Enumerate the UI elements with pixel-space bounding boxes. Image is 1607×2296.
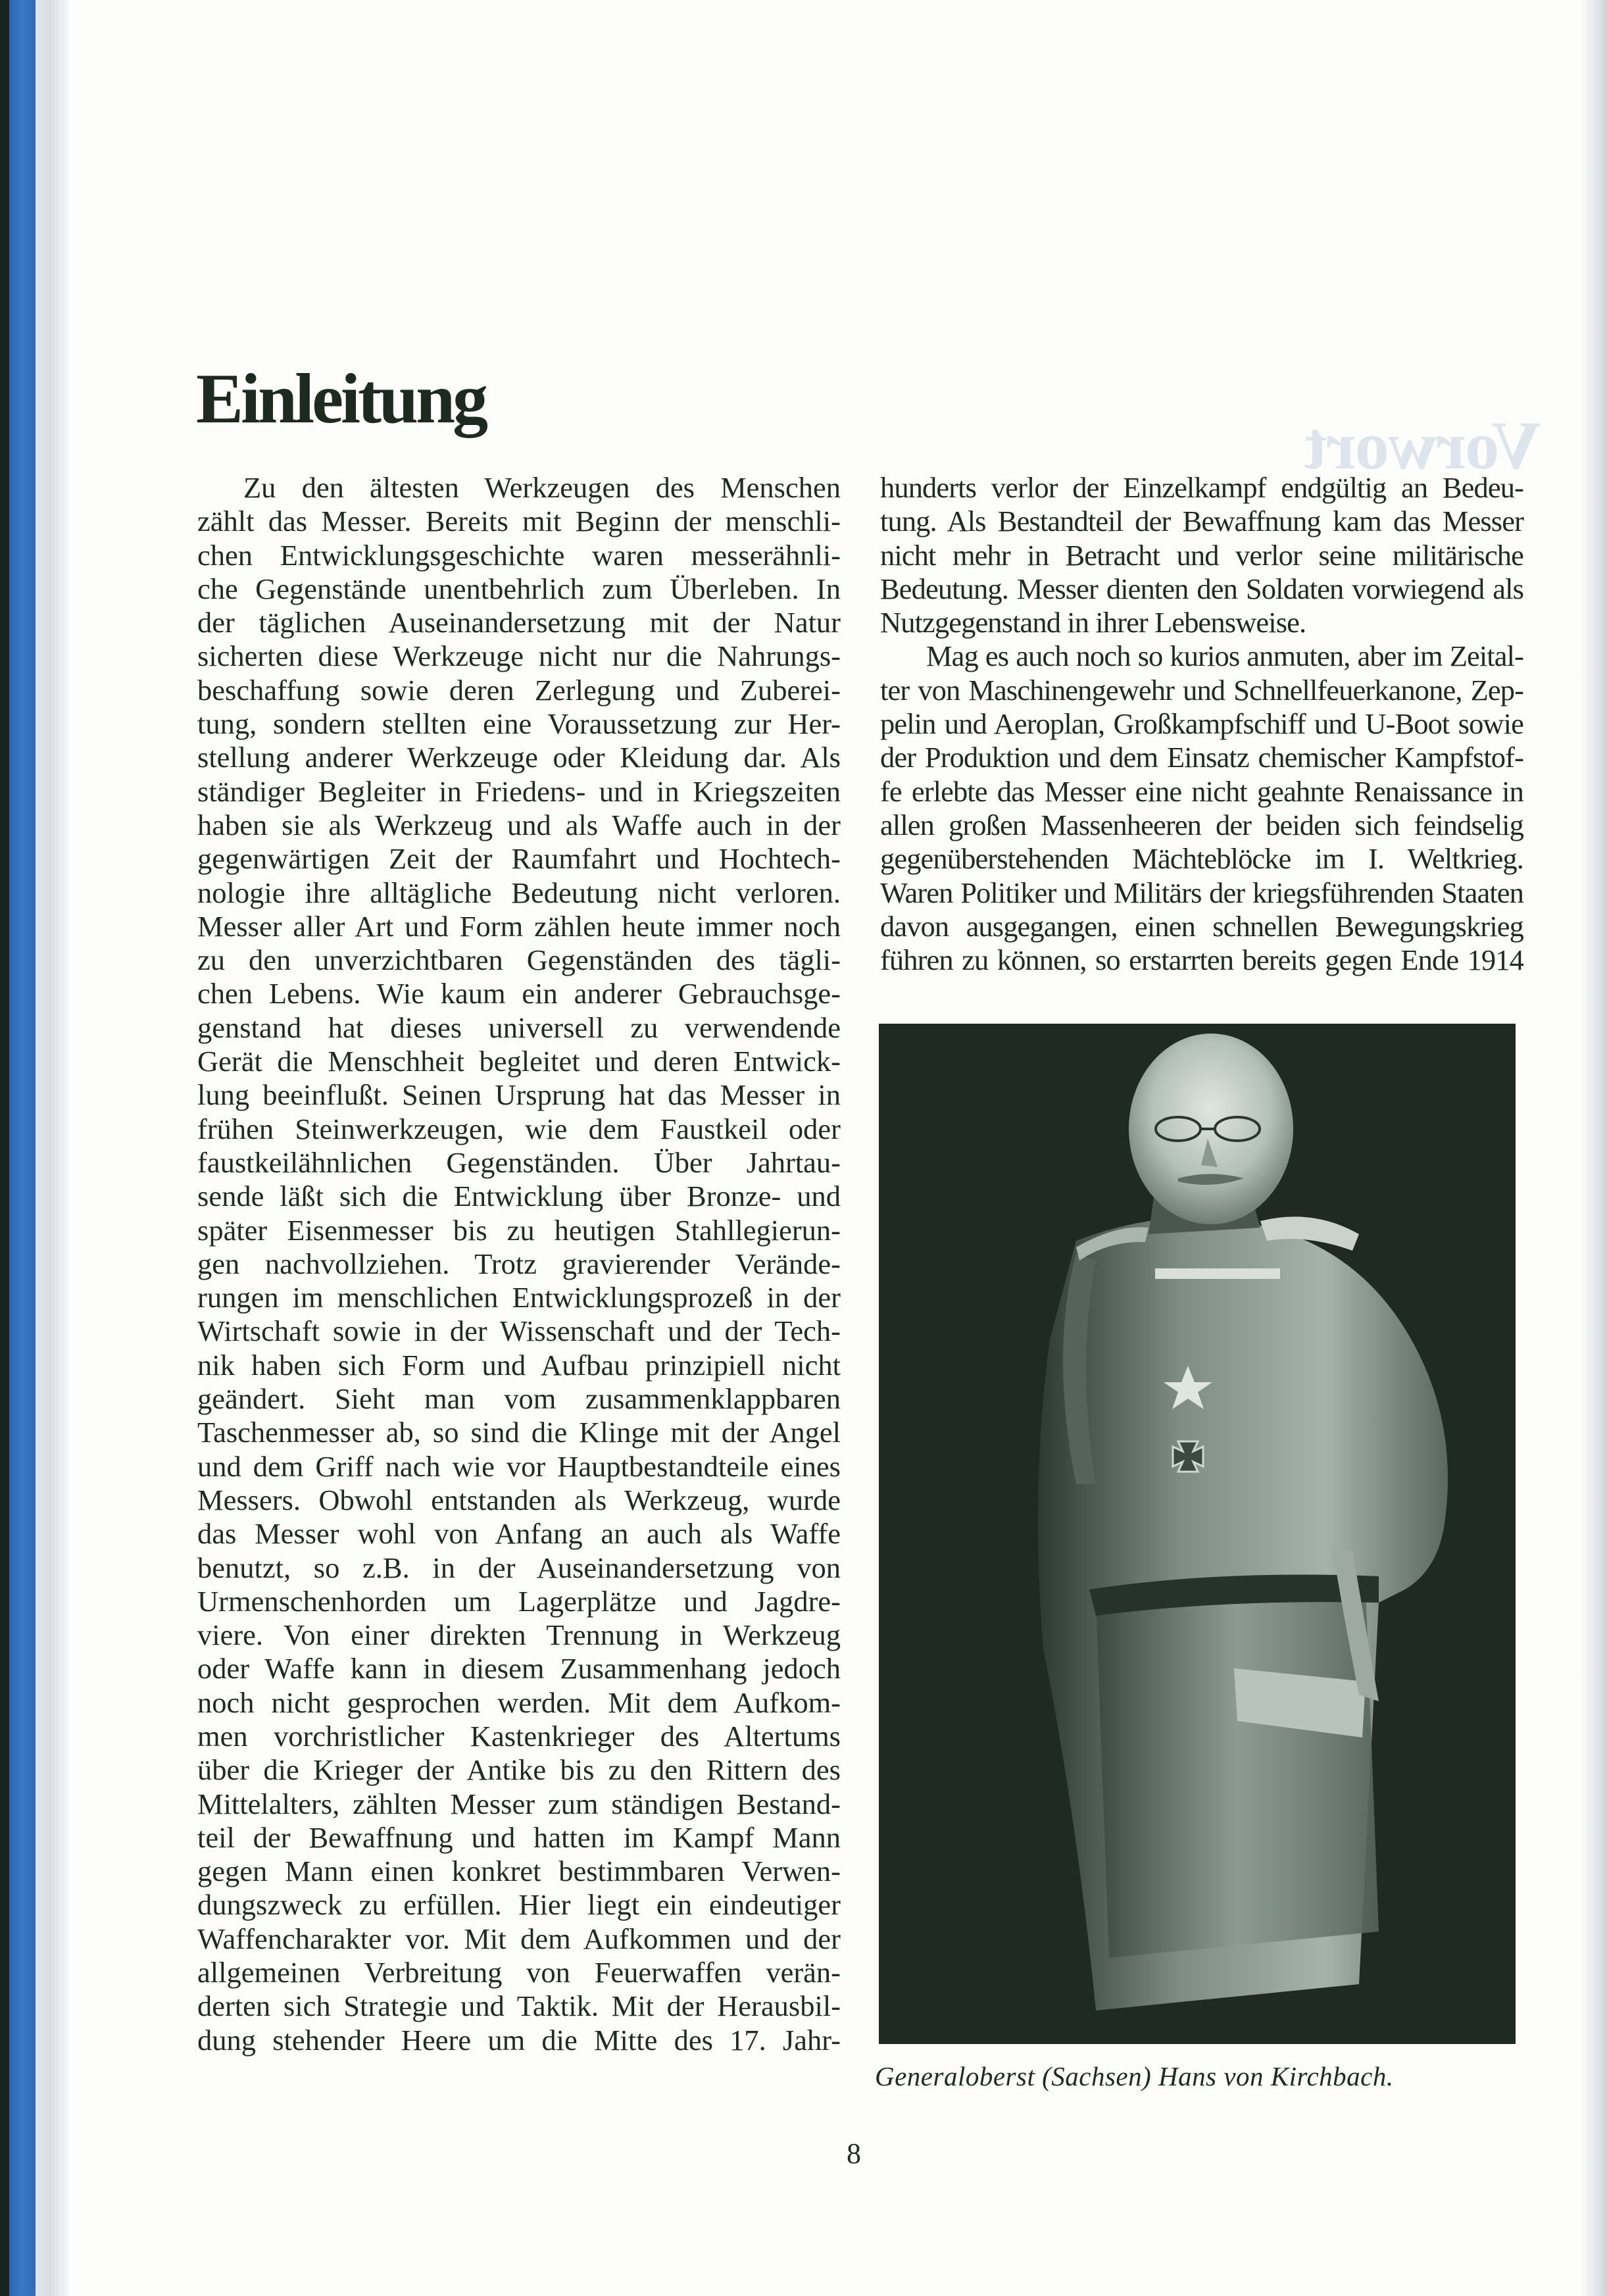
text-line: haben sie als Werkzeug und als Waffe auch in der (197, 808, 841, 841)
text-line: Taschenmesser ab, so sind die Klinge mit der Angel (197, 1416, 841, 1449)
text-line: allen großen Massenheeren der beiden sich feindselig (880, 808, 1523, 841)
right-column (880, 471, 1523, 977)
text-line: und dem Griff nach wie vor Hauptbestandteile eines (197, 1449, 841, 1483)
text-line: Messers. Obwohl entstanden als Werkzeug, wurde (197, 1483, 841, 1516)
text-line: che Gegenstände unentbehrlich zum Überleben. In (197, 572, 841, 605)
text-line: tung, sondern stellten eine Voraussetzung zur Her- (197, 707, 841, 741)
text-line: Urmenschenhorden um Lagerplätze und Jagdre- (197, 1584, 841, 1618)
text-line: Mag es auch noch so kurios anmuten, aber im Zeital- (926, 639, 1523, 673)
binding-dark-edge (0, 0, 9, 2296)
bleed-through-title: Vorwort (1306, 408, 1541, 484)
figure-caption: Generaloberst (Sachsen) Hans von Kirchbach. (875, 2061, 1394, 2091)
text-line: oder Waffe kann in diesem Zusammenhang jedoch (197, 1652, 841, 1685)
text-line: hunderts verlor der Einzelkampf endgültig an Bedeu- (880, 471, 1523, 504)
text-line: noch nicht gesprochen werden. Mit dem Aufkom- (197, 1685, 841, 1719)
text-line: pelin und Aeroplan, Großkampfschiff und U-Boot sowie (880, 707, 1523, 741)
text-line: nik haben sich Form und Aufbau prinzipiell nicht (197, 1348, 841, 1382)
text-line: men vorchristlicher Kastenkrieger des Altertums (197, 1719, 841, 1753)
text-line: zählt das Messer. Bereits mit Beginn der menschli- (197, 505, 841, 538)
text-line: Zu den ältesten Werkzeugen des Menschen (243, 471, 841, 504)
medal-bar (1155, 1268, 1280, 1279)
text-line: chen Lebens. Wie kaum ein anderer Gebrauchsge- (197, 977, 841, 1011)
text-line: allgemeinen Verbreitung von Feuerwaffen verän- (197, 1956, 841, 1989)
text-line: genstand hat dieses universell zu verwendende (197, 1011, 841, 1044)
text-line: teil der Bewaffnung und hatten im Kampf Mann (197, 1820, 841, 1854)
text-line: fe erlebte das Messer eine nicht geahnte Renaissance in (880, 774, 1523, 808)
text-line: chen Entwicklungsgeschichte waren messerähnli- (197, 538, 841, 572)
text-line: gegen Mann einen konkret bestimmbaren Verwen- (197, 1855, 841, 1888)
text-line: lung beeinflußt. Seinen Ursprung hat das Messer in (197, 1078, 841, 1112)
text-line: später Eisenmesser bis zu heutigen Stahllegierun- (197, 1213, 841, 1247)
text-line: gegenüberstehenden Mächteblöcke im I. Weltkrieg. (880, 842, 1523, 876)
text-line: beschaffung sowie deren Zerlegung und Zuberei- (197, 673, 841, 707)
text-line: nicht mehr in Betracht und verlor seine militärische (880, 538, 1523, 572)
text-line: über die Krieger der Antike bis zu den Rittern des (197, 1753, 841, 1787)
text-line: gen nachvollziehen. Trotz gravierender Verände- (197, 1247, 841, 1280)
portrait-illustration (879, 1024, 1516, 2044)
portrait-photo (879, 1024, 1516, 2044)
text-line: benutzt, so z.B. in der Auseinandersetzung von (197, 1551, 841, 1584)
text-line: der Produktion und dem Einsatz chemischer Kampfstof- (880, 741, 1523, 774)
text-line: sende läßt sich die Entwicklung über Bronze- und (197, 1180, 841, 1213)
text-line: Waffencharakter vor. Mit dem Aufkommen und der (197, 1922, 841, 1955)
text-line: Waren Politiker und Militärs der kriegsführenden Staaten (880, 876, 1523, 909)
page-right-shadow (1581, 0, 1607, 2296)
text-line: geändert. Sieht man vom zusammenklappbaren (197, 1382, 841, 1416)
text-line: ter von Maschinengewehr und Schnellfeuerkanone, Zep- (880, 673, 1523, 707)
left-column (197, 471, 841, 2057)
text-line: Messer aller Art und Form zählen heute immer noch (197, 909, 841, 943)
text-line: Nutzgegenstand in ihrer Lebensweise. (880, 606, 1306, 639)
text-line: Wirtschaft sowie in der Wissenschaft und der Tech- (197, 1314, 841, 1348)
text-line: ständiger Begleiter in Friedens- und in Kriegszeiten (197, 774, 841, 808)
text-line: das Messer wohl von Anfang an auch als Waffe (197, 1517, 841, 1551)
text-line: der täglichen Auseinandersetzung mit der Natur (197, 606, 841, 639)
text-line: Mittelalters, zählten Messer zum ständigen Bestand- (197, 1787, 841, 1820)
text-line: frühen Steinwerkzeugen, wie dem Faustkeil oder (197, 1112, 841, 1145)
text-line: sicherten diese Werkzeuge nicht nur die Nahrungs- (197, 639, 841, 673)
binding-blue-cover (9, 0, 36, 2296)
text-line: rungen im menschlichen Entwicklungsprozeß in der (197, 1281, 841, 1314)
page-number: 8 (847, 2137, 861, 2170)
text-line: davon ausgegangen, einen schnellen Bewegungskrieg (880, 909, 1523, 943)
text-line: derten sich Strategie und Taktik. Mit der Herausbil- (197, 1989, 841, 2023)
text-line: nologie ihre alltägliche Bedeutung nicht verloren. (197, 876, 841, 909)
text-line: führen zu können, so erstarrten bereits gegen Ende 1914 (880, 943, 1523, 977)
coat-skirt (1096, 1589, 1379, 1958)
text-line: faustkeilähnlichen Gegenständen. Über Jahrtau- (197, 1145, 841, 1179)
text-line: dung stehender Heere um die Mitte des 17. Jahr- (197, 2023, 841, 2057)
text-line: gegenwärtigen Zeit der Raumfahrt und Hochtech- (197, 842, 841, 876)
text-line: Bedeutung. Messer dienten den Soldaten vorwiegend als (880, 572, 1523, 605)
text-line: tung. Als Bestandteil der Bewaffnung kam das Messer (880, 505, 1523, 538)
text-line: zu den unverzichtbaren Gegenständen des tägli- (197, 943, 841, 977)
binding-page-stack (36, 0, 62, 2296)
text-line: dungszweck zu erfüllen. Hier liegt ein eindeutiger (197, 1888, 841, 1922)
binding-gutter (62, 0, 70, 2296)
text-line: viere. Von einer direkten Trennung in Werkzeug (197, 1618, 841, 1652)
text-line: Gerät die Menschheit begleitet und deren Entwick- (197, 1045, 841, 1078)
chapter-title: Einleitung (196, 360, 486, 438)
text-line: stellung anderer Werkzeuge oder Kleidung dar. Als (197, 741, 841, 774)
